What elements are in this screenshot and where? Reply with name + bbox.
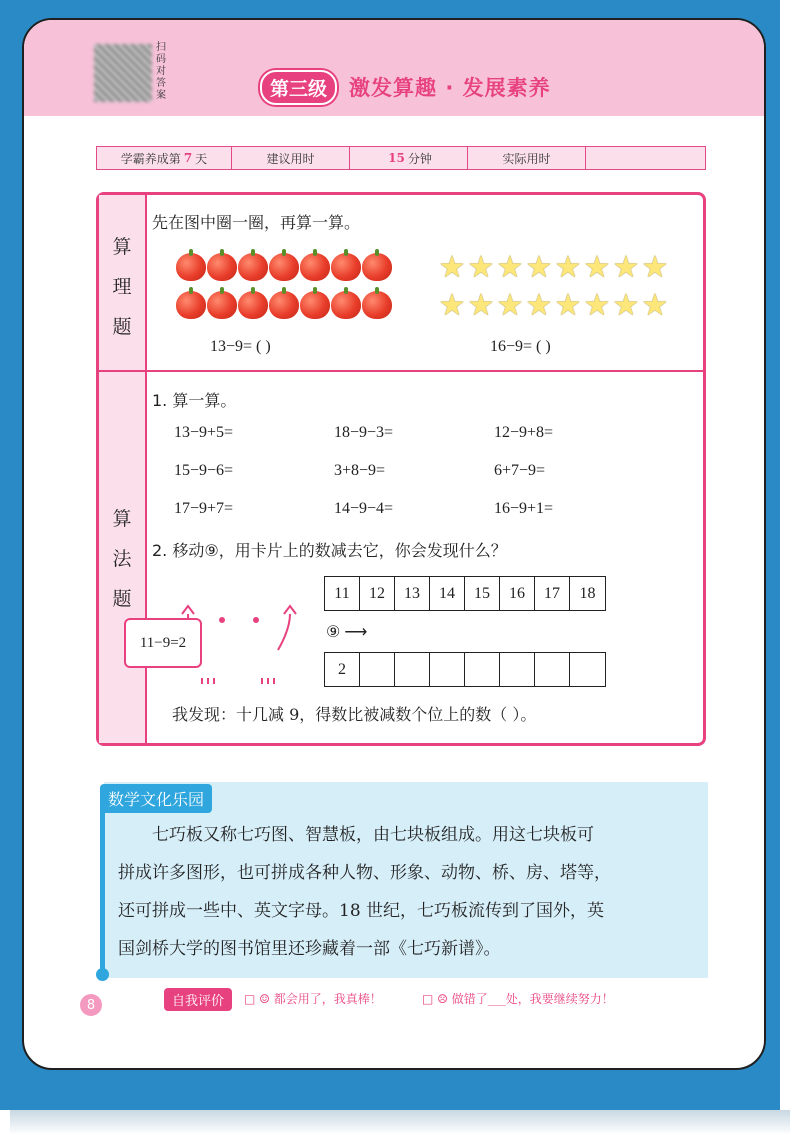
star-icon[interactable]: ★: [467, 250, 495, 285]
page-title: [260, 70, 551, 104]
culture-line: 拼成许多图形，也可拼成各种人物、形象、动物、桥、房、塔等，: [118, 863, 611, 883]
star-icon[interactable]: ★: [583, 288, 611, 323]
number-strip-bottom[interactable]: [324, 652, 606, 687]
reasoning-label-2: 理: [112, 276, 132, 298]
answer-cell[interactable]: [570, 653, 605, 686]
calc-item[interactable]: 17−9+7=: [174, 500, 234, 517]
apple-row: [176, 291, 392, 319]
star-icon[interactable]: ★: [554, 288, 582, 323]
reasoning-label-1: 算: [112, 236, 132, 258]
apple-icon[interactable]: [362, 253, 392, 281]
method-label-3: 题: [112, 588, 132, 610]
question-2-title: 2. 移动⑨，用卡片上的数减去它，你会发现什么？: [152, 541, 507, 560]
equation-card[interactable]: 11−9=2: [124, 618, 202, 668]
study-time-bar: [96, 146, 706, 170]
calc-item[interactable]: 6+7−9=: [494, 462, 546, 479]
number-cell[interactable]: 17: [535, 577, 570, 610]
apple-icon[interactable]: [238, 253, 268, 281]
apple-row: [176, 253, 392, 281]
star-icon[interactable]: ★: [438, 250, 466, 285]
star-icon[interactable]: ★: [554, 250, 582, 285]
answer-cell[interactable]: [535, 653, 570, 686]
apple-icon[interactable]: [176, 291, 206, 319]
number-cell[interactable]: 14: [430, 577, 465, 610]
number-cell[interactable]: 12: [360, 577, 395, 610]
star-icon[interactable]: ★: [525, 250, 553, 285]
actual-time-input[interactable]: [586, 147, 705, 169]
qr-caption: 扫码对答案: [156, 42, 166, 101]
eval-good-checkbox[interactable]: □ ☺ 都会用了，我真棒！: [244, 992, 382, 1006]
number-cell[interactable]: 13: [395, 577, 430, 610]
culture-line: 还可拼成一些中、英文字母。18 世纪，七巧板流传到了国外，英: [118, 901, 605, 921]
study-day-cell: 学霸养成第 7 天: [97, 147, 232, 169]
apple-icon[interactable]: [300, 291, 330, 319]
reasoning-equation-right[interactable]: 16−9= ( ): [490, 338, 551, 355]
star-icon[interactable]: ★: [583, 250, 611, 285]
culture-line: 国剑桥大学的图书馆里还珍藏着一部《七巧新谱》。: [118, 939, 501, 959]
apple-icon[interactable]: [300, 253, 330, 281]
star-icon[interactable]: ★: [496, 250, 524, 285]
answer-cell[interactable]: [430, 653, 465, 686]
calc-item[interactable]: 12−9+8=: [494, 424, 554, 441]
answer-cell[interactable]: 2: [325, 653, 360, 686]
method-label-1: 算: [112, 508, 132, 530]
culture-line: 七巧板又称七巧图、智慧板，由七块板组成。用这七块板可: [152, 825, 594, 845]
suggested-time-label: 建议用时: [232, 147, 350, 169]
study-day-number: 7: [183, 151, 193, 165]
calc-item[interactable]: 13−9+5=: [174, 424, 234, 441]
title-text: 激发算趣 · 发展素养: [349, 76, 551, 100]
number-cell[interactable]: 18: [579, 584, 596, 602]
star-icon[interactable]: ★: [496, 288, 524, 323]
calc-item[interactable]: 18−9−3=: [334, 424, 394, 441]
calc-item[interactable]: 15−9−6=: [174, 462, 234, 479]
question-1-title: 1. 算一算。: [152, 391, 237, 410]
move-nine-label[interactable]: ⑨ ⟶: [326, 624, 368, 641]
page-number: 8: [80, 994, 102, 1016]
number-cell[interactable]: 16: [500, 577, 535, 610]
star-icon[interactable]: ★: [438, 288, 466, 323]
answer-cell[interactable]: [465, 653, 500, 686]
number-cell[interactable]: 11: [325, 577, 360, 610]
reasoning-equation-left[interactable]: 13−9= ( ): [210, 338, 271, 355]
suggested-time-value: 15 分钟: [350, 147, 468, 169]
calc-item[interactable]: 3+8−9=: [334, 462, 386, 479]
apple-icon[interactable]: [269, 291, 299, 319]
star-row: [438, 288, 669, 323]
star-icon[interactable]: ★: [612, 288, 640, 323]
star-icon[interactable]: ★: [641, 250, 669, 285]
reasoning-instruction: 先在图中圈一圈，再算一算。: [152, 213, 361, 232]
qr-code-icon[interactable]: [94, 44, 152, 102]
star-icon[interactable]: ★: [467, 288, 495, 323]
section-divider: [99, 370, 703, 372]
number-strip-top: [324, 576, 606, 611]
apple-icon[interactable]: [207, 253, 237, 281]
culture-bar: [100, 806, 105, 970]
apple-icon[interactable]: [331, 291, 361, 319]
actual-time-label: 实际用时: [468, 147, 586, 169]
apple-icon[interactable]: [207, 291, 237, 319]
reasoning-label-3: 题: [112, 316, 132, 338]
finding-sentence[interactable]: 我发现：十几减 9，得数比被减数个位上的数（ ）。: [172, 705, 537, 724]
culture-foot: [96, 968, 109, 981]
answer-cell[interactable]: [360, 653, 395, 686]
method-label-2: 法: [112, 548, 132, 570]
culture-tag: 数学文化乐园: [100, 784, 212, 813]
star-row: [438, 250, 669, 285]
eval-bad-checkbox[interactable]: □ ☹ 做错了___处，我要继续努力！: [422, 992, 614, 1006]
apple-icon[interactable]: [269, 253, 299, 281]
apple-icon[interactable]: [176, 253, 206, 281]
answer-cell[interactable]: [395, 653, 430, 686]
level-badge: 第三级: [260, 70, 337, 105]
number-cell[interactable]: 15: [465, 577, 500, 610]
star-icon[interactable]: ★: [612, 250, 640, 285]
calc-item[interactable]: 14−9−4=: [334, 500, 394, 517]
apple-icon[interactable]: [331, 253, 361, 281]
workbook-page: [22, 18, 766, 1070]
answer-cell[interactable]: [500, 653, 535, 686]
star-icon[interactable]: ★: [525, 288, 553, 323]
self-eval-tag: 自我评价: [164, 988, 232, 1011]
frame-shadow: [10, 1110, 790, 1135]
apple-icon[interactable]: [362, 291, 392, 319]
apple-icon[interactable]: [238, 291, 268, 319]
calc-item[interactable]: 16−9+1=: [494, 500, 554, 517]
star-icon[interactable]: ★: [641, 288, 669, 323]
